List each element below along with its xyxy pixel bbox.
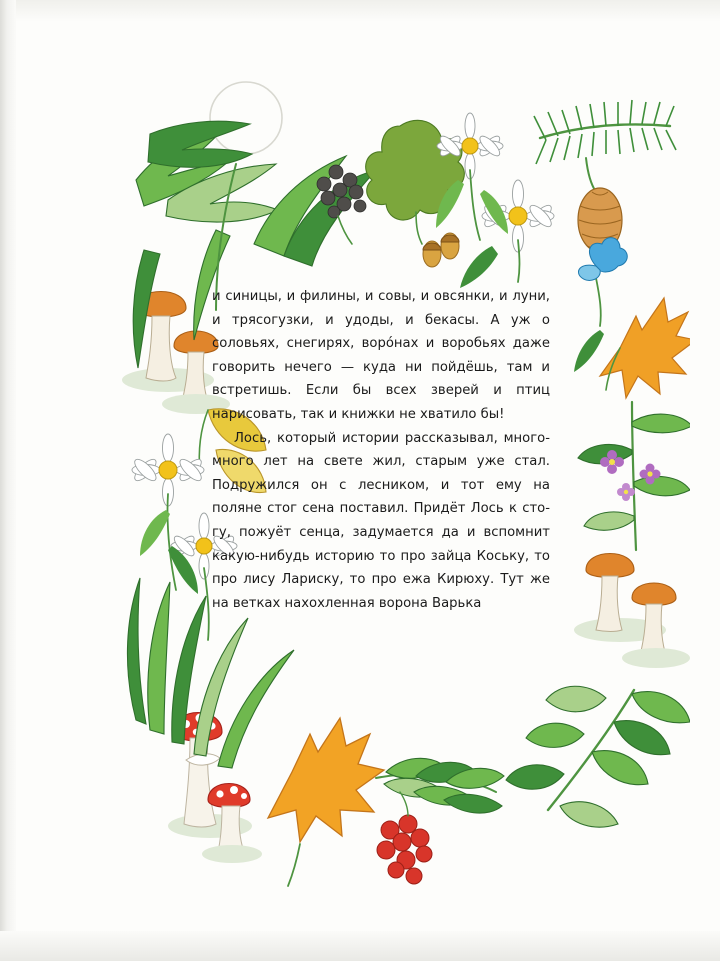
rowan-berry-cluster bbox=[377, 815, 432, 884]
paragraph-1: и синицы, и филины, и совы, и овсянки, и луни, и трясогузки, и удоды, и бекасы. А уж о соловьях, снегирях, воро́нах и воробьях даже говорить нечего — куда ни пойдёшь, там и встретишь. Если бы всех зверей и птиц нарисовать, так и книжки не хватило бы! bbox=[212, 289, 550, 422]
paragraph-2: Лось, который истории рассказывал, много-много лет на свете жил, старым уже стал. Подружился он с лесником, и тот ему на поляне стог сена поставил. Придёт Лось к стогу, пожуёт сенца, задумается да и вспомнит какую-нибудь историю то про зайца Коську, то про лису Лариску, то про ежа Кирюху. Тут же на ветках нахохленная ворона Варька bbox=[212, 430, 550, 611]
maple-leaf-orange-bottom bbox=[268, 718, 384, 886]
chamomile-flower-group-top bbox=[436, 113, 554, 288]
dandelion-leaf-group-top-left bbox=[136, 121, 278, 222]
rowan-branch-with-berries bbox=[376, 758, 504, 884]
page-edge-bottom bbox=[0, 931, 720, 961]
spruce-branch-with-cone bbox=[534, 100, 676, 252]
page-edge-left bbox=[0, 0, 16, 961]
maple-leaf-orange-right bbox=[600, 298, 690, 398]
body-text bbox=[212, 285, 550, 615]
plant-right-middle bbox=[578, 402, 690, 550]
boletus-mushroom-group-right bbox=[574, 554, 690, 669]
birch-branch-bottom-right bbox=[506, 686, 690, 827]
page-edge-top bbox=[0, 0, 720, 22]
acorn-pair bbox=[423, 233, 459, 267]
pencil-circle-sketch bbox=[210, 82, 282, 154]
